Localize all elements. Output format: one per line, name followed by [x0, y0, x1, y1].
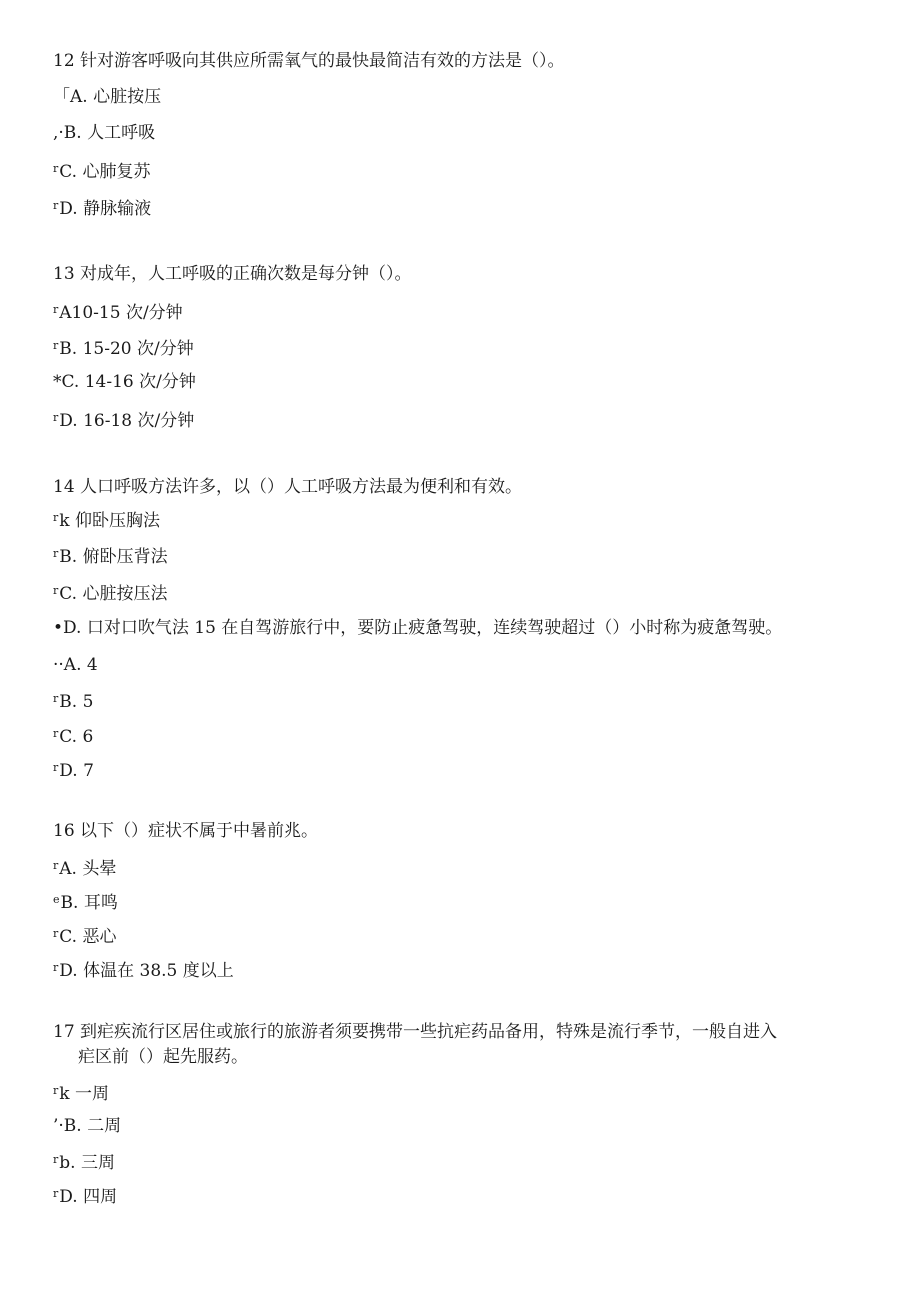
- option-marker: r: [53, 511, 59, 524]
- option-marker: ·: [53, 655, 59, 675]
- question-17-stem-continued: 疟区前（）起先服药。: [78, 1047, 248, 1067]
- question-13-option-d: [53, 407, 194, 432]
- option-marker: •: [53, 618, 64, 638]
- question-14-option-c: [53, 580, 167, 605]
- option-text: D. 体温在 38.5 度以上: [59, 961, 234, 981]
- option-text: C. 心脏按压法: [59, 584, 168, 604]
- option-marker: r: [53, 339, 59, 352]
- question-15-option-c: [53, 723, 93, 748]
- question-14-option-a: [53, 507, 160, 532]
- question-14-stem: 14 人口呼吸方法许多，以（）人工呼吸方法最为便利和有效。: [53, 477, 523, 497]
- option-text: A. 头晕: [59, 859, 117, 879]
- option-marker: r: [53, 547, 59, 560]
- option-text: B. 耳鸣: [60, 893, 118, 913]
- option-text: b. 三周: [59, 1153, 115, 1173]
- question-13-option-a: [53, 299, 183, 324]
- question-17-option-d: [53, 1183, 117, 1208]
- option-text: D. 口对口吹气法 15 在自驾游旅行中，要防止疲惫驾驶，连续驾驶超过（）小时称为疲惫驾驶。: [63, 618, 783, 638]
- question-15-option-d: [53, 757, 94, 782]
- option-text: D. 四周: [59, 1187, 118, 1207]
- option-text: A10-15 次/分钟: [59, 303, 183, 323]
- option-text: C. 14-16 次/分钟: [61, 372, 196, 392]
- option-marker: r: [53, 927, 59, 940]
- question-12-option-a: [53, 86, 161, 108]
- option-marker: r: [53, 1084, 59, 1097]
- option-marker: r: [53, 727, 59, 740]
- option-text: ·A. 4: [58, 655, 98, 675]
- question-17-option-b: [53, 1115, 121, 1137]
- question-14-option-b: [53, 543, 168, 568]
- option-text: k 仰卧压胸法: [59, 511, 160, 531]
- option-marker: *: [53, 372, 62, 392]
- question-16-stem: 16 以下（）症状不属于中暑前兆。: [53, 821, 319, 841]
- option-marker: r: [53, 961, 59, 974]
- option-text: B. 15-20 次/分钟: [59, 339, 194, 359]
- question-15-option-a: [53, 654, 98, 676]
- option-marker: r: [53, 761, 59, 774]
- question-13-option-b: [53, 335, 194, 360]
- option-text: D. 16-18 次/分钟: [59, 411, 195, 431]
- option-text: D. 7: [59, 761, 94, 781]
- option-text: A. 心脏按压: [70, 87, 162, 107]
- question-12-option-d: [53, 195, 151, 220]
- question-12-option-c: [53, 158, 150, 183]
- option-text: B. 俯卧压背法: [59, 547, 168, 567]
- option-marker: r: [53, 692, 59, 705]
- option-text: ·B. 二周: [58, 1116, 122, 1136]
- question-17-option-c: [53, 1149, 115, 1174]
- question-16-option-d: [53, 957, 234, 982]
- option-marker: r: [53, 411, 59, 424]
- question-15-option-b: [53, 688, 93, 713]
- question-16-option-a: [53, 855, 116, 880]
- option-marker: r: [53, 859, 59, 872]
- option-text: k 一周: [59, 1084, 109, 1104]
- option-marker: r: [53, 303, 59, 316]
- question-14-option-d: [53, 617, 782, 639]
- option-text: ·B. 人工呼吸: [58, 123, 156, 143]
- question-12-option-b: [53, 122, 155, 144]
- option-marker: r: [53, 584, 59, 597]
- question-13-option-c: [53, 371, 196, 393]
- option-marker: r: [53, 162, 59, 175]
- option-text: D. 静脉输液: [59, 199, 152, 219]
- question-16-option-b: [53, 889, 118, 914]
- option-text: C. 恶心: [59, 927, 117, 947]
- option-marker: r: [53, 1153, 59, 1166]
- option-text: C. 心肺复苏: [59, 162, 151, 182]
- option-marker: ,: [53, 123, 59, 143]
- option-marker: r: [53, 1187, 59, 1200]
- question-12-stem: 12 针对游客呼吸向其供应所需氧气的最快最简洁有效的方法是（）。: [53, 51, 565, 71]
- question-17-option-a: [53, 1080, 109, 1105]
- option-text: C. 6: [59, 727, 94, 747]
- option-marker: e: [53, 893, 60, 906]
- question-13-stem: 13 对成年，人工呼吸的正确次数是每分钟（）。: [53, 264, 412, 284]
- question-16-option-c: [53, 923, 116, 948]
- option-marker: 「: [53, 87, 70, 107]
- option-marker: ’: [53, 1116, 59, 1136]
- option-marker: r: [53, 199, 59, 212]
- question-17-stem: 17 到疟疾流行区居住或旅行的旅游者须要携带一些抗疟药品备用，特殊是流行季节，一般自进入: [53, 1022, 778, 1042]
- option-text: B. 5: [59, 692, 94, 712]
